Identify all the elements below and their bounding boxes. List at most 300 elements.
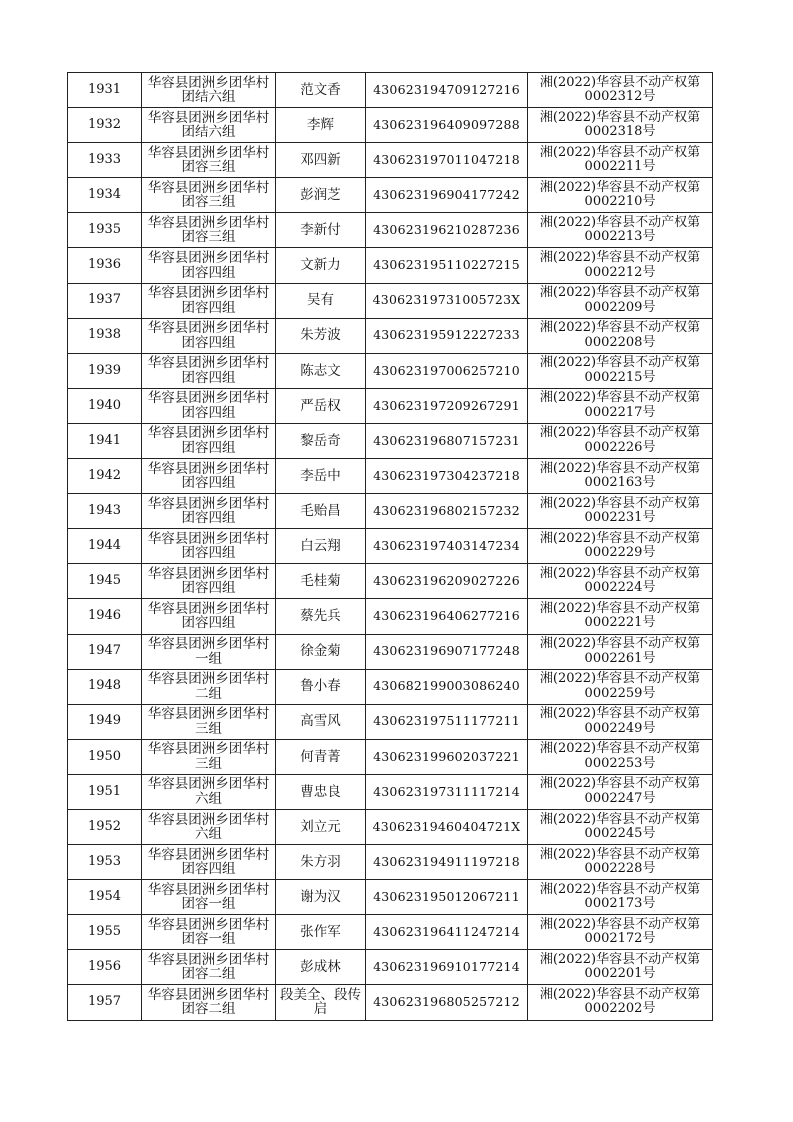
owner-name-cell	[276, 353, 366, 388]
owner-name-cell	[276, 529, 366, 564]
address: 华容县团洲乡团华村团容四组	[147, 425, 270, 456]
id-number: 430623197006257210	[373, 362, 520, 378]
certificate-cell	[528, 73, 713, 108]
address: 华容县团洲乡团华村一组	[147, 636, 270, 667]
owner-name: 何青菁	[300, 748, 341, 765]
certificate-number: 0002247号	[584, 790, 656, 806]
owner-name-cell	[276, 599, 366, 634]
owner-name-cell	[276, 634, 366, 669]
certificate-prefix: 湘(2022)华容县不动产权第	[539, 986, 701, 1002]
serial-number-cell	[68, 143, 142, 178]
address-cell	[142, 985, 276, 1020]
serial-number-cell	[68, 704, 142, 739]
id-number-cell	[366, 423, 528, 458]
table-row	[68, 845, 713, 880]
serial-number: 1933	[87, 151, 122, 167]
table-row	[68, 283, 713, 318]
address-cell	[142, 318, 276, 353]
id-number: 430623196210287236	[373, 222, 520, 238]
id-number: 430623195012067211	[373, 888, 520, 904]
certificate-prefix: 湘(2022)华容县不动产权第	[539, 320, 701, 336]
serial-number: 1941	[87, 432, 122, 448]
owner-name: 曹忠良	[300, 783, 341, 800]
id-number: 430623196910177214	[373, 959, 520, 975]
owner-name: 毛贻昌	[300, 502, 341, 519]
id-number-cell	[366, 880, 528, 915]
certificate-prefix: 湘(2022)华容县不动产权第	[539, 776, 701, 792]
id-number-cell	[366, 704, 528, 739]
serial-number: 1947	[87, 643, 122, 659]
address-cell	[142, 950, 276, 985]
serial-number: 1952	[87, 818, 122, 834]
owner-name: 黎岳奇	[300, 432, 341, 449]
certificate-number: 0002210号	[584, 194, 656, 210]
owner-name: 朱方羽	[300, 853, 341, 870]
certificate-number: 0002253号	[584, 755, 656, 771]
table-row	[68, 599, 713, 634]
certificate-prefix: 湘(2022)华容县不动产权第	[539, 390, 701, 406]
address-cell	[142, 423, 276, 458]
owner-name: 白云翔	[300, 538, 341, 555]
address-cell	[142, 178, 276, 213]
owner-name: 李辉	[307, 116, 334, 133]
certificate-prefix: 湘(2022)华容县不动产权第	[539, 460, 701, 476]
owner-name-cell	[276, 178, 366, 213]
address: 华容县团洲乡团华村团容一组	[147, 881, 270, 913]
certificate-cell	[528, 774, 713, 809]
serial-number: 1944	[87, 538, 122, 554]
certificate-prefix: 湘(2022)华容县不动产权第	[539, 285, 701, 301]
address-cell	[142, 388, 276, 423]
owner-name: 朱芳波	[300, 327, 341, 344]
owner-name-cell	[276, 809, 366, 844]
address-cell	[142, 73, 276, 108]
certificate-prefix: 湘(2022)华容县不动产权第	[539, 741, 701, 757]
certificate-number: 0002211号	[584, 159, 656, 175]
address: 华容县团洲乡团华村团容四组	[147, 530, 270, 562]
certificate-prefix: 湘(2022)华容县不动产权第	[539, 636, 701, 652]
serial-number: 1940	[87, 397, 122, 413]
certificate-cell	[528, 143, 713, 178]
certificate-prefix: 湘(2022)华容县不动产权第	[539, 355, 701, 371]
address-cell	[142, 564, 276, 599]
address: 华容县团洲乡团华村团容四组	[147, 600, 270, 632]
owner-name: 高雪风	[300, 713, 341, 730]
address: 华容县团洲乡团华村团容一组	[147, 916, 270, 948]
certificate-number: 0002229号	[584, 545, 656, 561]
address: 华容县团洲乡团华村团容四组	[147, 390, 270, 421]
serial-number: 1956	[87, 959, 122, 975]
certificate-prefix: 湘(2022)华容县不动产权第	[539, 600, 701, 616]
owner-name-cell	[276, 423, 366, 458]
serial-number: 1955	[87, 924, 122, 940]
serial-number: 1945	[87, 573, 122, 589]
serial-number: 1946	[87, 608, 122, 624]
address-cell	[142, 283, 276, 318]
serial-number: 1948	[87, 678, 122, 694]
table-body	[68, 73, 713, 1021]
id-number-cell	[366, 318, 528, 353]
certificate-prefix: 湘(2022)华容县不动产权第	[539, 495, 701, 511]
certificate-number: 0002318号	[584, 124, 656, 140]
owner-name: 彭润芝	[300, 187, 341, 204]
serial-number: 1935	[87, 222, 122, 238]
certificate-prefix: 湘(2022)华容县不动产权第	[539, 250, 701, 266]
id-number-cell	[366, 809, 528, 844]
serial-number: 1954	[87, 888, 122, 904]
id-number: 430623196802157232	[373, 502, 520, 518]
certificate-number: 0002212号	[584, 264, 656, 280]
address-cell	[142, 739, 276, 774]
address: 华容县团洲乡团华村团容四组	[147, 320, 270, 351]
certificate-number: 0002201号	[584, 966, 656, 982]
certificate-number: 0002226号	[584, 439, 656, 455]
serial-number: 1936	[87, 257, 122, 273]
owner-name-cell	[276, 774, 366, 809]
certificate-prefix: 湘(2022)华容县不动产权第	[539, 706, 701, 722]
address: 华容县团洲乡团华村团结六组	[147, 74, 270, 106]
owner-name: 陈志文	[300, 362, 341, 379]
serial-number: 1934	[87, 187, 122, 203]
table-row	[68, 915, 713, 950]
id-number-cell	[366, 529, 528, 564]
serial-number: 1949	[87, 713, 122, 729]
id-number-cell	[366, 915, 528, 950]
certificate-cell	[528, 248, 713, 283]
address: 华容县团洲乡团华村团容四组	[147, 495, 270, 527]
address-cell	[142, 494, 276, 529]
address: 华容县团洲乡团华村三组	[147, 706, 270, 737]
id-number-cell	[366, 634, 528, 669]
certificate-number: 0002245号	[584, 826, 656, 842]
owner-name: 徐金菊	[300, 643, 341, 660]
certificate-number: 0002172号	[584, 931, 656, 947]
certificate-number: 0002217号	[584, 404, 656, 420]
owner-name-cell	[276, 564, 366, 599]
address-cell	[142, 845, 276, 880]
table-row	[68, 459, 713, 494]
owner-name-cell	[276, 283, 366, 318]
address: 华容县团洲乡团华村团容四组	[147, 250, 270, 281]
certificate-prefix: 湘(2022)华容县不动产权第	[539, 951, 701, 967]
id-number: 430623197403147234	[373, 538, 520, 554]
certificate-number: 0002209号	[584, 299, 656, 315]
address-cell	[142, 108, 276, 143]
certificate-prefix: 湘(2022)华容县不动产权第	[539, 74, 701, 90]
certificate-cell	[528, 845, 713, 880]
serial-number-cell	[68, 73, 142, 108]
serial-number-cell	[68, 809, 142, 844]
id-number: 430623195110227215	[373, 257, 520, 273]
address: 华容县团洲乡团华村团容三组	[147, 214, 270, 246]
certificate-cell	[528, 634, 713, 669]
table-row	[68, 494, 713, 529]
serial-number: 1938	[87, 327, 122, 343]
id-number-cell	[366, 494, 528, 529]
owner-name: 李岳中	[300, 467, 341, 484]
certificate-cell	[528, 950, 713, 985]
certificate-cell	[528, 459, 713, 494]
owner-name-cell	[276, 143, 366, 178]
certificate-cell	[528, 529, 713, 564]
serial-number: 1957	[87, 994, 122, 1010]
owner-name-cell	[276, 494, 366, 529]
address: 华容县团洲乡团华村团容四组	[147, 565, 270, 597]
table-row	[68, 108, 713, 143]
id-number: 430623196807157231	[373, 432, 520, 448]
table-row	[68, 318, 713, 353]
certificate-cell	[528, 985, 713, 1020]
owner-name-cell	[276, 248, 366, 283]
certificate-prefix: 湘(2022)华容县不动产权第	[539, 179, 701, 195]
address-cell	[142, 704, 276, 739]
certificate-cell	[528, 599, 713, 634]
certificate-prefix: 湘(2022)华容县不动产权第	[539, 530, 701, 546]
id-number: 430623196904177242	[373, 187, 520, 203]
table-row	[68, 634, 713, 669]
certificate-cell	[528, 564, 713, 599]
serial-number-cell	[68, 564, 142, 599]
owner-name-cell	[276, 704, 366, 739]
certificate-cell	[528, 494, 713, 529]
table-row	[68, 178, 713, 213]
id-number: 430623197011047218	[373, 151, 520, 167]
address: 华容县团洲乡团华村团容四组	[147, 285, 270, 316]
address-cell	[142, 880, 276, 915]
id-number-cell	[366, 108, 528, 143]
serial-number: 1942	[87, 467, 122, 483]
certificate-prefix: 湘(2022)华容县不动产权第	[539, 671, 701, 687]
owner-name: 蔡先兵	[300, 608, 341, 625]
certificate-cell	[528, 178, 713, 213]
serial-number: 1953	[87, 853, 122, 869]
id-number-cell	[366, 459, 528, 494]
address-cell	[142, 248, 276, 283]
certificate-number: 0002224号	[584, 580, 656, 596]
certificate-number: 0002249号	[584, 720, 656, 736]
certificate-cell	[528, 108, 713, 143]
owner-name: 刘立元	[300, 818, 341, 835]
serial-number: 1932	[87, 116, 122, 132]
serial-number-cell	[68, 985, 142, 1020]
id-number-cell	[366, 73, 528, 108]
owner-name: 彭成林	[300, 959, 341, 976]
certificate-cell	[528, 704, 713, 739]
certificate-cell	[528, 669, 713, 704]
serial-number-cell	[68, 669, 142, 704]
owner-name-cell	[276, 459, 366, 494]
table-row	[68, 213, 713, 248]
id-number-cell	[366, 283, 528, 318]
serial-number: 1943	[87, 502, 122, 518]
owner-name: 鲁小春	[300, 678, 341, 695]
certificate-number: 0002163号	[584, 475, 656, 491]
table-row	[68, 529, 713, 564]
table-row	[68, 423, 713, 458]
certificate-prefix: 湘(2022)华容县不动产权第	[539, 144, 701, 160]
table-row	[68, 669, 713, 704]
owner-name-cell	[276, 915, 366, 950]
table-row	[68, 248, 713, 283]
certificate-number: 0002312号	[584, 89, 656, 105]
id-number: 430623194709127216	[373, 81, 520, 97]
id-number: 430623197311117214	[373, 783, 520, 799]
serial-number-cell	[68, 599, 142, 634]
table-row	[68, 704, 713, 739]
id-number-cell	[366, 950, 528, 985]
id-number: 430623196411247214	[373, 924, 520, 940]
address-cell	[142, 809, 276, 844]
address-cell	[142, 774, 276, 809]
address: 华容县团洲乡团华村团容三组	[147, 144, 270, 176]
address: 华容县团洲乡团华村团结六组	[147, 109, 270, 141]
id-number-cell	[366, 143, 528, 178]
owner-name-cell	[276, 213, 366, 248]
property-rights-table	[67, 72, 713, 1021]
owner-name-cell	[276, 950, 366, 985]
certificate-prefix: 湘(2022)华容县不动产权第	[539, 109, 701, 125]
id-number-cell	[366, 739, 528, 774]
table-row	[68, 985, 713, 1020]
owner-name-cell	[276, 669, 366, 704]
id-number: 430623197209267291	[373, 397, 520, 413]
certificate-number: 0002208号	[584, 334, 656, 350]
address-cell	[142, 143, 276, 178]
certificate-prefix: 湘(2022)华容县不动产权第	[539, 214, 701, 230]
certificate-cell	[528, 318, 713, 353]
serial-number: 1937	[87, 292, 122, 308]
owner-name-cell	[276, 388, 366, 423]
id-number: 430682199003086240	[373, 678, 520, 694]
certificate-cell	[528, 283, 713, 318]
certificate-prefix: 湘(2022)华容县不动产权第	[539, 846, 701, 862]
id-number: 430623199602037221	[373, 748, 520, 764]
owner-name-cell	[276, 318, 366, 353]
id-number: 43062319460404721X	[372, 818, 521, 834]
serial-number: 1951	[87, 783, 122, 799]
certificate-prefix: 湘(2022)华容县不动产权第	[539, 565, 701, 581]
serial-number-cell	[68, 213, 142, 248]
owner-name-cell	[276, 880, 366, 915]
owner-name: 李新付	[300, 222, 341, 239]
id-number-cell	[366, 213, 528, 248]
certificate-number: 0002173号	[584, 896, 656, 912]
address-cell	[142, 459, 276, 494]
id-number-cell	[366, 178, 528, 213]
serial-number-cell	[68, 178, 142, 213]
certificate-cell	[528, 880, 713, 915]
serial-number-cell	[68, 318, 142, 353]
table-row	[68, 143, 713, 178]
id-number: 43062319731005723X	[372, 292, 521, 308]
certificate-number: 0002259号	[584, 685, 656, 701]
owner-name: 吴有	[307, 292, 334, 309]
owner-name: 严岳权	[300, 397, 341, 414]
serial-number-cell	[68, 739, 142, 774]
id-number-cell	[366, 353, 528, 388]
serial-number-cell	[68, 388, 142, 423]
owner-name-cell	[276, 108, 366, 143]
id-number-cell	[366, 774, 528, 809]
certificate-cell	[528, 388, 713, 423]
address-cell	[142, 599, 276, 634]
table-row	[68, 950, 713, 985]
table-row	[68, 564, 713, 599]
serial-number-cell	[68, 248, 142, 283]
id-number: 430623194911197218	[373, 853, 520, 869]
id-number: 430623196907177248	[373, 643, 520, 659]
owner-name-cell	[276, 845, 366, 880]
id-number: 430623197511177211	[373, 713, 520, 729]
id-number-cell	[366, 248, 528, 283]
certificate-number: 0002261号	[584, 650, 656, 666]
address: 华容县团洲乡团华村团容三组	[147, 179, 270, 211]
certificate-number: 0002228号	[584, 861, 656, 877]
certificate-cell	[528, 915, 713, 950]
owner-name: 邓四新	[300, 151, 341, 168]
id-number-cell	[366, 669, 528, 704]
serial-number-cell	[68, 494, 142, 529]
address: 华容县团洲乡团华村二组	[147, 671, 270, 702]
id-number: 430623196406277216	[373, 608, 520, 624]
certificate-prefix: 湘(2022)华容县不动产权第	[539, 881, 701, 897]
serial-number-cell	[68, 353, 142, 388]
id-number-cell	[366, 564, 528, 599]
serial-number-cell	[68, 423, 142, 458]
address: 华容县团洲乡团华村六组	[147, 811, 270, 843]
certificate-number: 0002213号	[584, 229, 656, 245]
table-row	[68, 73, 713, 108]
address: 华容县团洲乡团华村团容四组	[147, 355, 270, 386]
owner-name-cell	[276, 985, 366, 1020]
table-row	[68, 388, 713, 423]
certificate-number: 0002221号	[584, 615, 656, 631]
address-cell	[142, 634, 276, 669]
id-number-cell	[366, 599, 528, 634]
serial-number-cell	[68, 283, 142, 318]
address: 华容县团洲乡团华村六组	[147, 776, 270, 807]
address-cell	[142, 213, 276, 248]
id-number: 430623197304237218	[373, 467, 520, 483]
serial-number-cell	[68, 108, 142, 143]
address: 华容县团洲乡团华村团容四组	[147, 846, 270, 878]
address: 华容县团洲乡团华村团容二组	[147, 951, 270, 983]
id-number-cell	[366, 388, 528, 423]
table-row	[68, 880, 713, 915]
certificate-cell	[528, 809, 713, 844]
serial-number-cell	[68, 459, 142, 494]
certificate-cell	[528, 423, 713, 458]
certificate-prefix: 湘(2022)华容县不动产权第	[539, 811, 701, 827]
id-number: 430623195912227233	[373, 327, 520, 343]
address: 华容县团洲乡团华村三组	[147, 741, 270, 772]
table-row	[68, 809, 713, 844]
id-number-cell	[366, 845, 528, 880]
certificate-number: 0002202号	[584, 1001, 656, 1017]
id-number: 430623196409097288	[373, 116, 520, 132]
serial-number-cell	[68, 529, 142, 564]
serial-number-cell	[68, 845, 142, 880]
table-row	[68, 739, 713, 774]
address: 华容县团洲乡团华村团容四组	[147, 460, 270, 492]
id-number: 430623196805257212	[373, 994, 520, 1010]
id-number: 430623196209027226	[373, 573, 520, 589]
address-cell	[142, 669, 276, 704]
address-cell	[142, 529, 276, 564]
address: 华容县团洲乡团华村团容二组	[147, 986, 270, 1018]
certificate-cell	[528, 353, 713, 388]
table-row	[68, 774, 713, 809]
